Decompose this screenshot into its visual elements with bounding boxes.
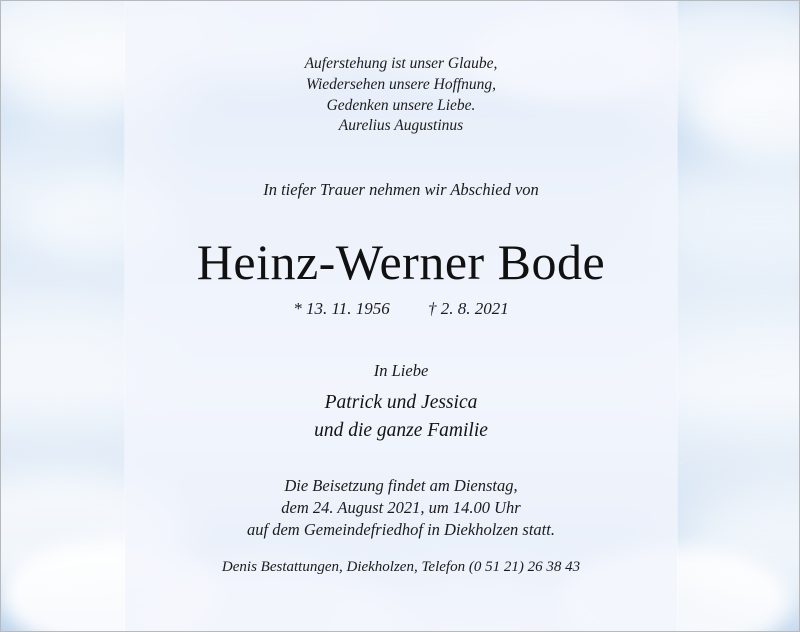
verse-line: Wiedersehen unsere Hoffnung,	[305, 76, 497, 93]
deceased-name: Heinz-Werner Bode	[196, 234, 606, 290]
verse-block	[125, 53, 677, 116]
intro-text: In tiefer Trauer nehmen wir Abschied von	[263, 180, 539, 199]
cloud-shape	[661, 321, 800, 431]
funeral-line: auf dem Gemeindefriedhof in Diekholzen statt.	[247, 520, 555, 539]
funeral-line: Die Beisetzung findet am Dienstag,	[284, 476, 518, 495]
notice-card	[125, 1, 677, 632]
life-dates	[125, 299, 677, 319]
funeral-line: dem 24. August 2021, um 14.00 Uhr	[281, 498, 521, 517]
family-line: und die ganze Familie	[314, 420, 488, 441]
verse-author: Aurelius Augustinus	[338, 117, 464, 134]
undertaker-info: Denis Bestattungen, Diekholzen, Telefon (0 51 21) 26 38 43	[221, 559, 581, 575]
death-date: † 2. 8. 2021	[428, 299, 509, 318]
birth-date: * 13. 11. 1956	[293, 299, 390, 318]
verse-line: Gedenken unsere Liebe.	[326, 97, 476, 114]
in-love-text: In Liebe	[373, 361, 429, 380]
family-block	[125, 389, 677, 445]
funeral-details	[125, 475, 677, 541]
family-line: Patrick und Jessica	[324, 392, 478, 413]
verse-line: Auferstehung ist unser Glaube,	[304, 55, 498, 72]
